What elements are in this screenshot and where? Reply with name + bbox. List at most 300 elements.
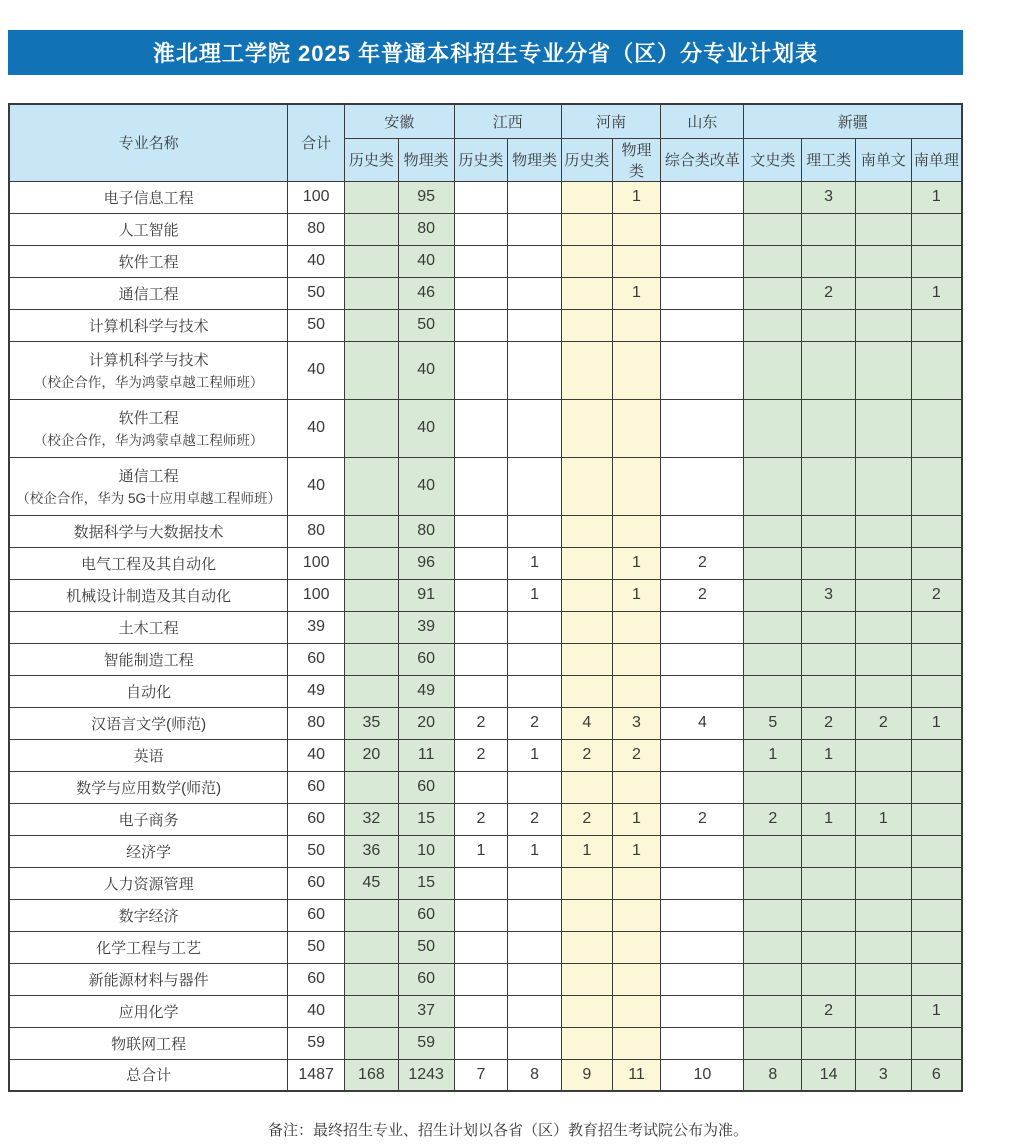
major-name-cell	[9, 611, 288, 643]
major-name-text: 应用化学	[118, 1003, 179, 1021]
plan-count-cell	[802, 963, 856, 995]
plan-count-cell: 11	[398, 739, 454, 771]
major-name-cell	[9, 675, 288, 707]
plan-count-cell	[454, 867, 508, 899]
plan-count-cell: 45	[345, 867, 399, 899]
plan-count-cell: 1	[508, 739, 562, 771]
plan-count-cell	[802, 245, 856, 277]
plan-count-cell	[744, 515, 802, 547]
row-total-cell: 59	[288, 1027, 345, 1059]
table-row	[9, 707, 962, 739]
major-name-text: 机械设计制造及其自动化	[66, 587, 232, 605]
major-name-text: 数学与应用数学(师范)	[76, 779, 222, 797]
row-total-cell: 60	[288, 899, 345, 931]
category-header: 南单文	[855, 138, 911, 181]
row-total-cell: 60	[288, 771, 345, 803]
plan-count-cell: 40	[398, 245, 454, 277]
plan-count-cell	[855, 399, 911, 457]
row-total-cell: 100	[288, 547, 345, 579]
category-header: 历史类	[454, 138, 508, 181]
plan-count-cell	[612, 931, 661, 963]
plan-count-cell	[612, 341, 661, 399]
plan-count-cell: 49	[398, 675, 454, 707]
plan-count-cell: 40	[398, 341, 454, 399]
plan-count-cell: 2	[802, 995, 856, 1027]
plan-count-cell	[508, 399, 562, 457]
plan-count-cell: 1	[911, 181, 962, 213]
plan-count-cell	[744, 277, 802, 309]
plan-count-cell	[508, 181, 562, 213]
plan-count-cell: 11	[612, 1059, 661, 1091]
plan-count-cell	[802, 771, 856, 803]
plan-count-cell	[911, 739, 962, 771]
plan-count-cell	[661, 213, 744, 245]
plan-count-cell: 1243	[398, 1059, 454, 1091]
table-row	[9, 675, 962, 707]
grand-total-row	[9, 1059, 962, 1091]
plan-count-cell	[612, 399, 661, 457]
plan-count-cell	[612, 675, 661, 707]
plan-count-cell	[802, 547, 856, 579]
plan-count-cell: 3	[802, 579, 856, 611]
plan-count-cell: 1	[508, 547, 562, 579]
major-name-cell	[9, 931, 288, 963]
major-name-cell	[9, 899, 288, 931]
plan-count-cell: 1	[911, 277, 962, 309]
plan-count-cell	[561, 341, 612, 399]
plan-count-cell: 35	[345, 707, 399, 739]
plan-count-cell: 8	[508, 1059, 562, 1091]
province-header: 河南	[561, 104, 660, 138]
plan-count-cell	[454, 457, 508, 515]
plan-count-cell: 1	[612, 579, 661, 611]
plan-count-cell: 37	[398, 995, 454, 1027]
table-row	[9, 867, 962, 899]
plan-count-cell	[454, 547, 508, 579]
plan-count-cell: 2	[802, 277, 856, 309]
plan-count-cell	[345, 399, 399, 457]
category-header: 物理类	[612, 138, 661, 181]
plan-count-cell	[911, 399, 962, 457]
row-total-cell: 60	[288, 963, 345, 995]
major-name-cell	[9, 643, 288, 675]
header-row-1	[9, 104, 962, 138]
plan-count-cell	[454, 675, 508, 707]
plan-count-cell	[661, 675, 744, 707]
plan-count-cell	[744, 611, 802, 643]
plan-count-cell	[661, 245, 744, 277]
major-name-text: 土木工程	[118, 619, 179, 637]
row-total-cell: 49	[288, 675, 345, 707]
plan-count-cell: 96	[398, 547, 454, 579]
plan-count-cell	[612, 515, 661, 547]
plan-count-cell	[561, 899, 612, 931]
plan-count-cell	[561, 643, 612, 675]
major-name-cell	[9, 707, 288, 739]
plan-count-cell	[911, 899, 962, 931]
plan-count-cell	[744, 835, 802, 867]
table-row	[9, 739, 962, 771]
plan-count-cell	[612, 1027, 661, 1059]
plan-count-cell: 1	[508, 579, 562, 611]
plan-count-cell	[345, 213, 399, 245]
plan-count-cell	[802, 611, 856, 643]
major-name-text: 人力资源管理	[103, 875, 194, 893]
table-row	[9, 899, 962, 931]
plan-count-cell	[612, 643, 661, 675]
row-total-cell: 40	[288, 457, 345, 515]
plan-count-cell	[855, 457, 911, 515]
row-total-cell: 60	[288, 867, 345, 899]
plan-count-cell	[744, 867, 802, 899]
major-name-cell	[9, 963, 288, 995]
plan-count-cell	[911, 867, 962, 899]
plan-count-cell	[855, 867, 911, 899]
plan-count-cell	[661, 931, 744, 963]
major-name-cell	[9, 579, 288, 611]
plan-count-cell	[508, 213, 562, 245]
plan-count-cell	[612, 309, 661, 341]
plan-count-cell	[855, 309, 911, 341]
plan-count-cell	[508, 245, 562, 277]
plan-count-cell: 2	[744, 803, 802, 835]
row-total-cell: 40	[288, 739, 345, 771]
plan-count-cell	[802, 457, 856, 515]
plan-count-cell	[744, 1027, 802, 1059]
plan-count-cell: 1	[802, 739, 856, 771]
major-name-cell	[9, 277, 288, 309]
plan-count-cell	[911, 835, 962, 867]
plan-count-cell	[661, 835, 744, 867]
plan-count-cell	[345, 341, 399, 399]
plan-count-cell	[911, 771, 962, 803]
plan-count-cell	[744, 547, 802, 579]
plan-count-cell	[744, 213, 802, 245]
plan-count-cell: 95	[398, 181, 454, 213]
plan-count-cell: 1	[911, 707, 962, 739]
major-name-text: 软件工程	[118, 253, 179, 271]
plan-count-cell: 1	[454, 835, 508, 867]
plan-count-cell	[561, 515, 612, 547]
plan-count-cell	[855, 277, 911, 309]
major-name-cell	[9, 181, 288, 213]
major-name-cell	[9, 457, 288, 515]
plan-count-cell: 1	[612, 277, 661, 309]
plan-count-cell	[911, 309, 962, 341]
plan-count-cell	[802, 213, 856, 245]
major-name-subtext: （校企合作，华为 5G十应用卓越工程师班）	[16, 491, 282, 506]
plan-count-cell	[612, 457, 661, 515]
plan-count-cell	[855, 579, 911, 611]
major-name-cell	[9, 341, 288, 399]
plan-count-cell: 15	[398, 803, 454, 835]
table-row	[9, 515, 962, 547]
table-header	[9, 104, 962, 181]
plan-count-cell: 32	[345, 803, 399, 835]
plan-count-cell	[855, 643, 911, 675]
plan-count-cell	[802, 643, 856, 675]
major-name-text: 物联网工程	[111, 1035, 187, 1053]
plan-count-cell: 2	[661, 579, 744, 611]
plan-count-cell	[855, 245, 911, 277]
row-total-cell: 40	[288, 399, 345, 457]
plan-count-cell: 7	[454, 1059, 508, 1091]
table-row	[9, 399, 962, 457]
major-name-text: 化学工程与工艺	[96, 939, 202, 957]
plan-count-cell	[561, 963, 612, 995]
plan-count-cell: 2	[661, 547, 744, 579]
plan-count-cell: 1	[612, 803, 661, 835]
plan-count-cell: 2	[612, 739, 661, 771]
plan-count-cell	[744, 399, 802, 457]
plan-count-cell	[345, 245, 399, 277]
plan-count-cell: 1	[612, 547, 661, 579]
plan-count-cell	[561, 771, 612, 803]
province-header: 安徽	[345, 104, 454, 138]
plan-count-cell	[345, 181, 399, 213]
plan-count-cell	[345, 643, 399, 675]
table-row	[9, 277, 962, 309]
plan-count-cell	[802, 931, 856, 963]
major-name-subtext: （校企合作，华为鸿蒙卓越工程师班）	[33, 375, 264, 390]
plan-count-cell	[802, 515, 856, 547]
plan-count-cell: 9	[561, 1059, 612, 1091]
plan-count-cell: 1	[508, 835, 562, 867]
plan-count-cell	[345, 931, 399, 963]
plan-count-cell	[561, 995, 612, 1027]
major-name-text: 数据科学与大数据技术	[73, 523, 224, 541]
plan-count-cell	[345, 309, 399, 341]
category-header: 理工类	[802, 138, 856, 181]
major-name-cell	[9, 803, 288, 835]
plan-count-cell	[561, 213, 612, 245]
plan-count-cell	[561, 277, 612, 309]
major-name-cell	[9, 771, 288, 803]
plan-count-cell	[855, 515, 911, 547]
plan-count-cell	[561, 245, 612, 277]
plan-count-cell	[345, 675, 399, 707]
category-header: 物理类	[508, 138, 562, 181]
plan-count-cell	[508, 309, 562, 341]
plan-count-cell: 60	[398, 643, 454, 675]
plan-count-cell: 46	[398, 277, 454, 309]
major-name-text: 经济学	[126, 843, 172, 861]
table-row	[9, 995, 962, 1027]
table-row	[9, 611, 962, 643]
plan-count-cell	[612, 245, 661, 277]
plan-count-cell	[855, 611, 911, 643]
row-total-cell: 80	[288, 213, 345, 245]
plan-count-cell	[561, 547, 612, 579]
plan-count-cell	[661, 867, 744, 899]
major-name-cell	[9, 867, 288, 899]
plan-count-cell	[508, 899, 562, 931]
plan-count-cell	[911, 547, 962, 579]
row-total-cell: 50	[288, 277, 345, 309]
row-total-cell: 80	[288, 707, 345, 739]
plan-count-cell: 1	[911, 995, 962, 1027]
plan-count-cell	[345, 547, 399, 579]
major-name-subtext: （校企合作，华为鸿蒙卓越工程师班）	[33, 433, 264, 448]
plan-count-cell	[561, 1027, 612, 1059]
plan-count-cell: 36	[345, 835, 399, 867]
plan-count-cell: 2	[454, 739, 508, 771]
plan-count-cell	[454, 899, 508, 931]
plan-count-cell: 3	[802, 181, 856, 213]
row-total-cell: 60	[288, 803, 345, 835]
plan-count-cell	[661, 771, 744, 803]
plan-count-cell	[345, 963, 399, 995]
plan-count-cell	[802, 1027, 856, 1059]
plan-count-cell	[561, 611, 612, 643]
total-header: 合计	[288, 104, 345, 181]
table-row	[9, 835, 962, 867]
plan-count-cell	[744, 579, 802, 611]
major-name-text: 自动化	[126, 683, 172, 701]
table-row	[9, 457, 962, 515]
table-row	[9, 341, 962, 399]
plan-count-cell	[612, 899, 661, 931]
plan-count-cell	[744, 181, 802, 213]
table-row	[9, 547, 962, 579]
plan-count-cell	[855, 675, 911, 707]
major-name-cell	[9, 835, 288, 867]
plan-count-cell: 40	[398, 457, 454, 515]
major-name-text: 电气工程及其自动化	[81, 555, 217, 573]
plan-count-cell	[855, 931, 911, 963]
plan-count-cell: 2	[454, 707, 508, 739]
plan-count-cell	[744, 675, 802, 707]
plan-count-cell	[661, 899, 744, 931]
plan-count-cell	[508, 931, 562, 963]
plan-count-cell	[345, 771, 399, 803]
plan-count-cell	[508, 995, 562, 1027]
plan-count-cell	[661, 309, 744, 341]
plan-count-cell	[508, 643, 562, 675]
table-row	[9, 579, 962, 611]
plan-count-cell	[744, 341, 802, 399]
plan-count-cell	[454, 643, 508, 675]
major-name-text: 通信工程	[118, 468, 179, 485]
plan-count-cell	[561, 675, 612, 707]
plan-count-cell: 80	[398, 515, 454, 547]
major-name-text: 汉语言文学(师范)	[91, 715, 207, 733]
table-row	[9, 771, 962, 803]
plan-count-cell: 60	[398, 899, 454, 931]
plan-count-cell	[508, 515, 562, 547]
plan-count-cell	[508, 457, 562, 515]
major-name-header: 专业名称	[9, 104, 288, 181]
plan-count-cell: 1	[612, 181, 661, 213]
plan-count-cell	[911, 457, 962, 515]
major-name-cell	[9, 399, 288, 457]
plan-count-cell	[802, 675, 856, 707]
plan-count-cell	[561, 309, 612, 341]
plan-count-cell	[454, 963, 508, 995]
plan-count-cell	[911, 803, 962, 835]
plan-count-cell	[744, 309, 802, 341]
plan-count-cell	[744, 643, 802, 675]
major-name-text: 智能制造工程	[103, 651, 194, 669]
plan-count-cell: 1	[561, 835, 612, 867]
plan-count-cell	[911, 675, 962, 707]
plan-count-cell	[744, 899, 802, 931]
plan-count-cell	[612, 867, 661, 899]
plan-count-cell	[508, 341, 562, 399]
plan-count-cell: 14	[802, 1059, 856, 1091]
plan-count-cell	[454, 213, 508, 245]
plan-count-cell: 15	[398, 867, 454, 899]
plan-count-cell	[508, 963, 562, 995]
plan-count-cell: 2	[855, 707, 911, 739]
plan-count-cell	[345, 277, 399, 309]
plan-count-cell: 4	[561, 707, 612, 739]
plan-count-cell: 2	[454, 803, 508, 835]
plan-count-cell: 40	[398, 399, 454, 457]
plan-count-cell	[855, 547, 911, 579]
plan-count-cell: 59	[398, 1027, 454, 1059]
plan-count-cell: 2	[911, 579, 962, 611]
plan-count-cell	[911, 341, 962, 399]
plan-count-cell: 168	[345, 1059, 399, 1091]
plan-count-cell: 4	[661, 707, 744, 739]
row-total-cell: 50	[288, 309, 345, 341]
plan-count-cell	[911, 245, 962, 277]
plan-count-cell	[345, 995, 399, 1027]
plan-count-cell	[911, 515, 962, 547]
plan-count-cell	[911, 1027, 962, 1059]
row-total-cell: 100	[288, 579, 345, 611]
row-total-cell: 100	[288, 181, 345, 213]
plan-count-cell	[454, 995, 508, 1027]
province-header: 江西	[454, 104, 561, 138]
plan-count-cell	[855, 995, 911, 1027]
plan-count-cell	[454, 611, 508, 643]
plan-count-cell	[855, 341, 911, 399]
major-name-text: 新能源材料与器件	[88, 971, 209, 989]
plan-count-cell	[744, 963, 802, 995]
plan-count-cell: 2	[508, 803, 562, 835]
plan-count-cell: 1	[855, 803, 911, 835]
plan-count-cell	[661, 611, 744, 643]
table-row	[9, 245, 962, 277]
plan-count-cell	[911, 611, 962, 643]
plan-count-cell	[855, 213, 911, 245]
plan-count-cell: 2	[561, 803, 612, 835]
plan-count-cell: 2	[508, 707, 562, 739]
plan-count-cell: 39	[398, 611, 454, 643]
category-header: 历史类	[345, 138, 399, 181]
plan-count-cell: 3	[855, 1059, 911, 1091]
plan-count-cell	[855, 963, 911, 995]
category-header: 历史类	[561, 138, 612, 181]
plan-count-cell	[508, 611, 562, 643]
plan-count-cell	[561, 579, 612, 611]
category-header: 物理类	[398, 138, 454, 181]
plan-count-cell	[802, 835, 856, 867]
major-name-cell	[9, 739, 288, 771]
plan-count-cell	[454, 309, 508, 341]
plan-count-cell	[661, 515, 744, 547]
plan-count-cell	[508, 277, 562, 309]
plan-count-cell	[345, 611, 399, 643]
plan-count-cell: 60	[398, 771, 454, 803]
row-total-cell: 50	[288, 931, 345, 963]
plan-count-cell	[744, 995, 802, 1027]
admission-plan-table	[8, 103, 963, 1092]
plan-count-cell	[744, 931, 802, 963]
plan-count-cell	[661, 341, 744, 399]
